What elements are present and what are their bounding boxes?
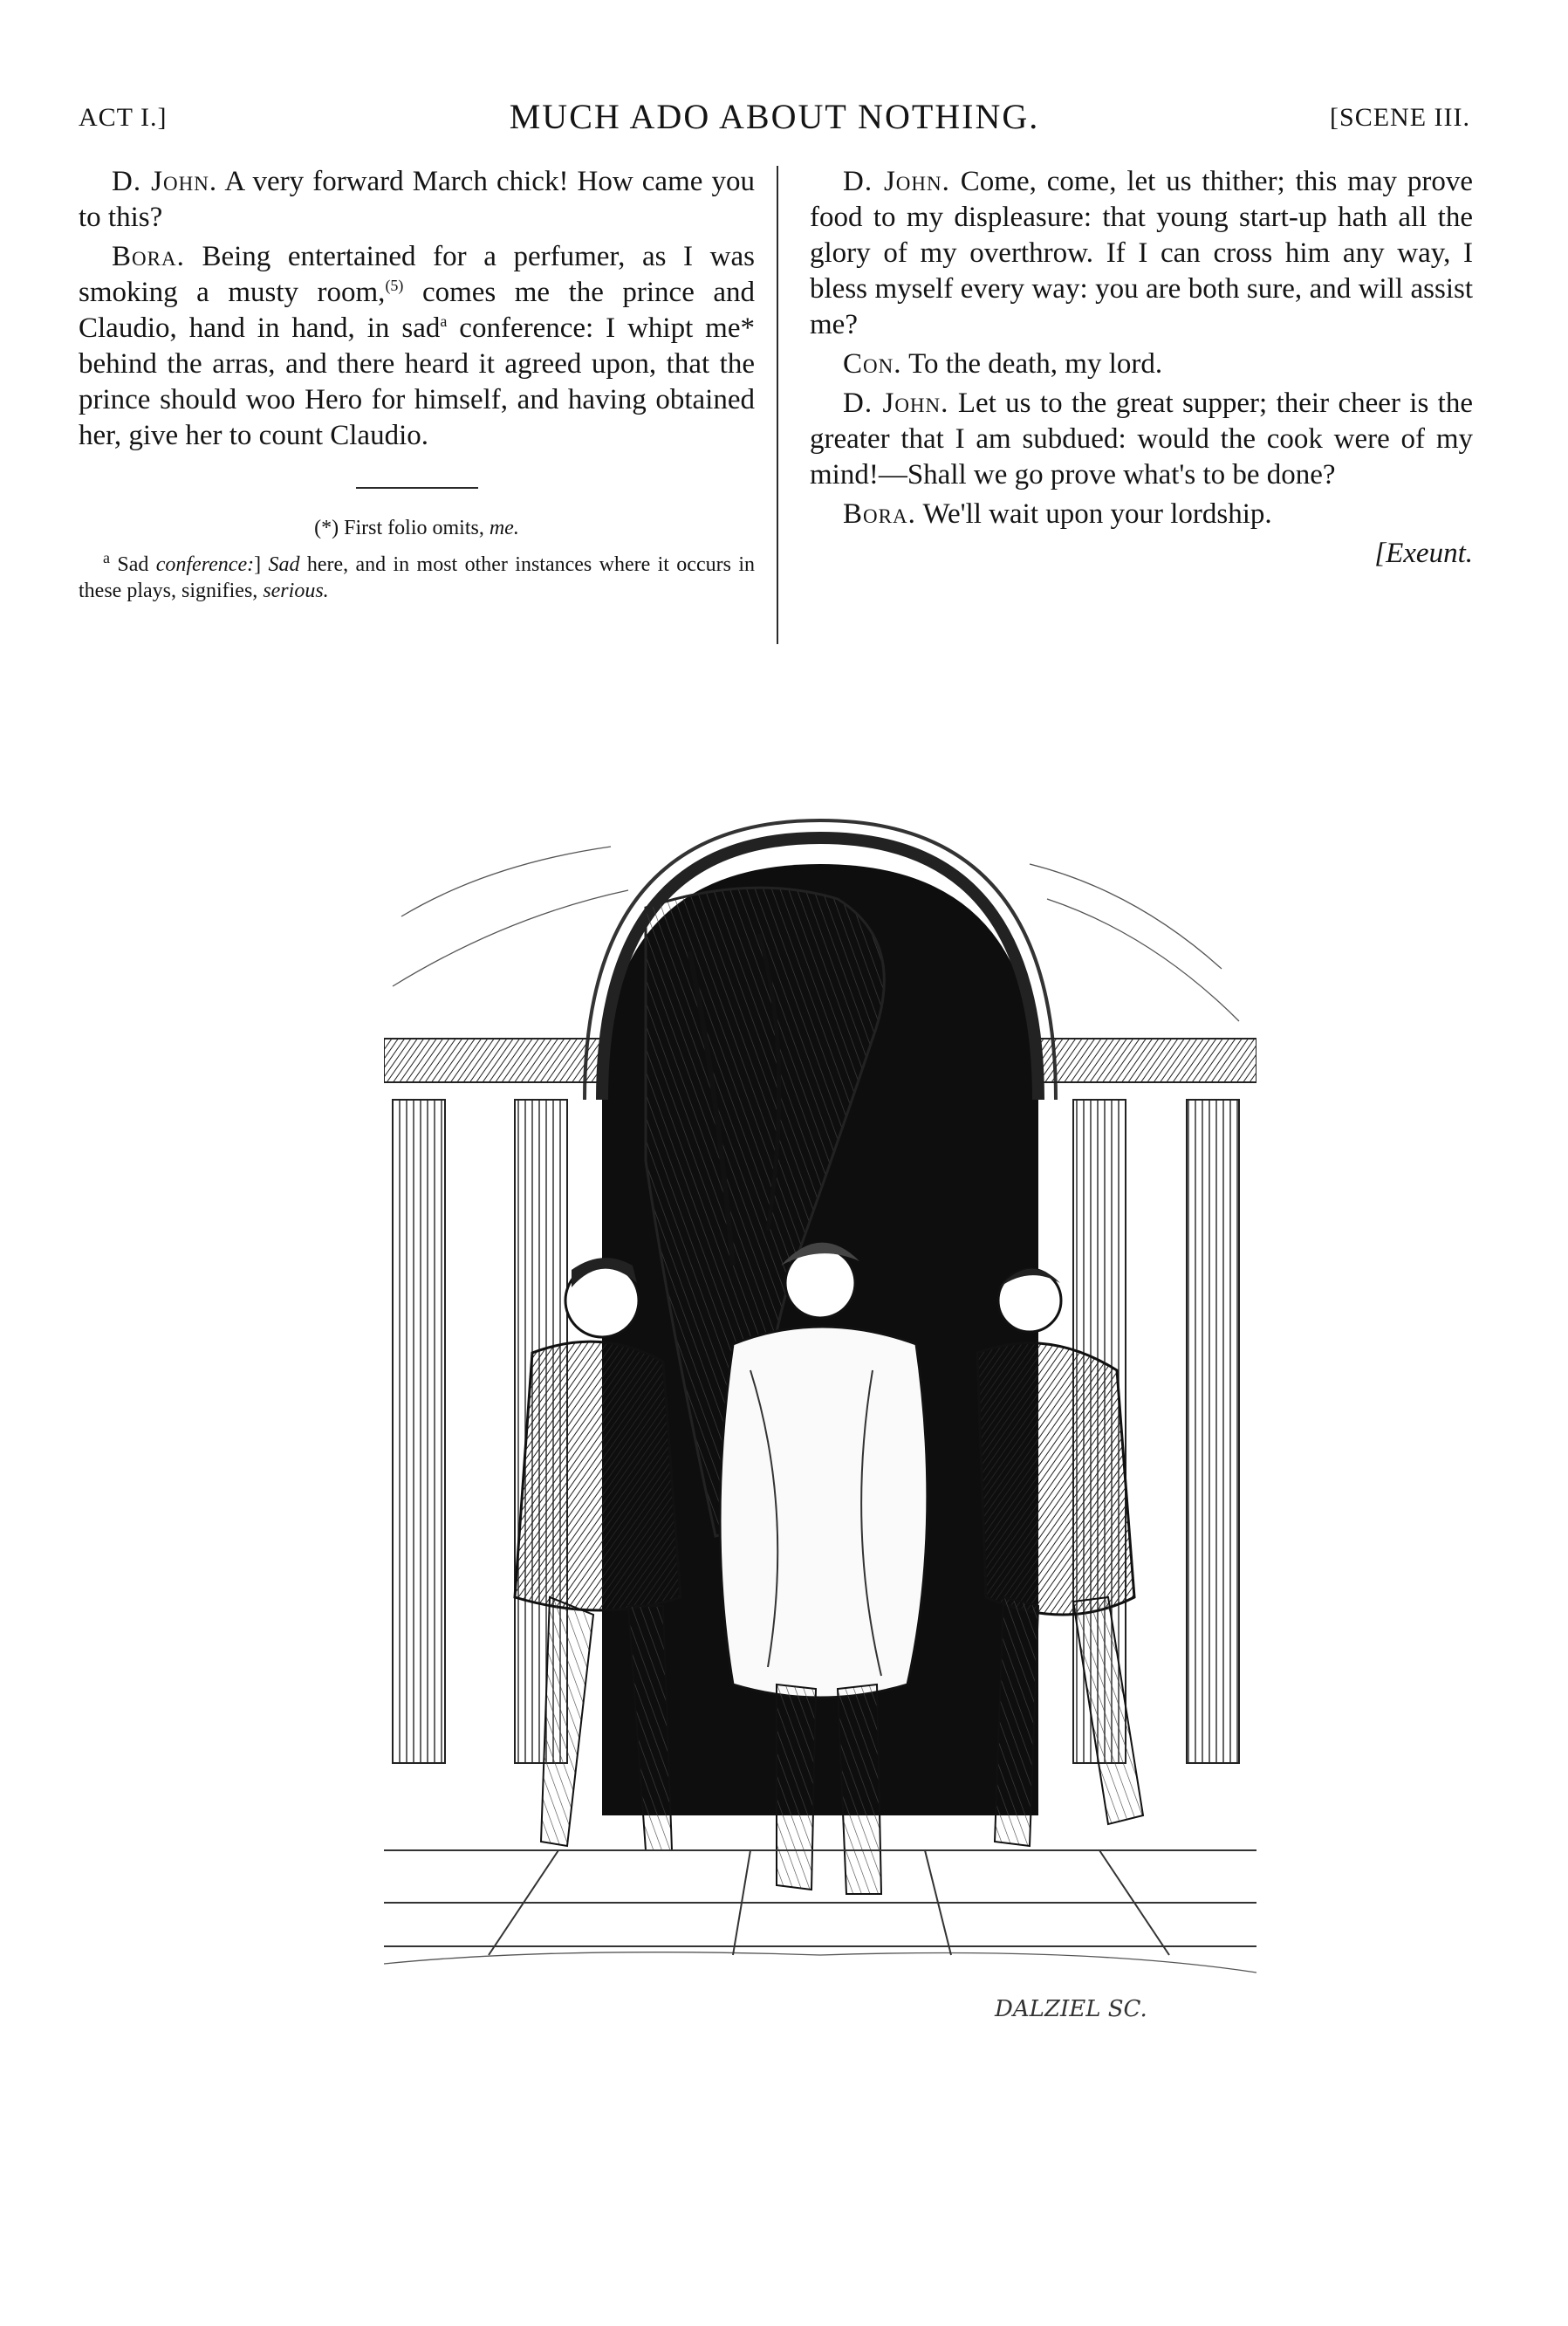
stage-direction: [Exeunt. — [1374, 538, 1473, 569]
column-divider — [777, 166, 778, 644]
speech — [810, 164, 1473, 343]
scene-marker: [SCENE III. — [1330, 103, 1470, 132]
speech-text: To the death, my lord. — [908, 348, 1163, 380]
footnote-divider — [356, 487, 478, 489]
engraving-illustration — [384, 812, 1256, 2103]
left-column — [79, 164, 755, 614]
speech — [79, 164, 755, 236]
footnote-variant: (*) First folio omits, me. — [314, 517, 519, 539]
speaker-name: Bora. — [843, 498, 916, 530]
speech — [810, 386, 1473, 493]
footnote-gloss: $^a$ Sad conference:] Sad here, and in most other instances where it occurs in these plays, signifies, serious. — [79, 549, 755, 602]
note-reference: (5) — [385, 277, 404, 294]
speech — [810, 346, 1473, 382]
right-column — [810, 164, 1473, 572]
speech-text: Come, come, let us thither; this may prove food to my displeasure: that young start-up hath all the glory of my overthrow. If I can cross him any way, I bless myself every way: you are both sure, and will assist me? — [810, 166, 1473, 340]
speaker-name: D. John. — [843, 166, 950, 197]
speaker-name: D. John. — [843, 388, 949, 419]
speech-text: We'll wait upon your lordship. — [922, 498, 1272, 530]
speech-text: Let us to the great supper; their cheer is the greater that I am subdued: would the cook were of my mind!—Shall we go prove what's to be done? — [810, 388, 1473, 491]
running-header — [79, 97, 1470, 147]
note-letter: a — [440, 312, 448, 330]
speaker-name: Bora. — [112, 241, 185, 272]
floor-tiles — [384, 1850, 1256, 1955]
speech — [810, 497, 1473, 532]
engraver-signature: DALZIEL SC. — [995, 1996, 1147, 2022]
speech-text: comes me the prince and Claudio, hand in hand, in sad — [79, 277, 755, 344]
speech-text: conference: I whipt me* behind the arras, and there heard it agreed upon, that the prince should woo Hero for himself, and having obtained her, give her to count Claudio. — [79, 312, 755, 451]
speech-text: Being entertained for a perfumer, as I was smoking a musty room, — [79, 241, 755, 308]
act-marker: ACT I.] — [79, 103, 168, 132]
speaker-name: D. John. — [112, 166, 218, 197]
speech — [79, 239, 755, 454]
page-title: MUCH ADO ABOUT NOTHING. — [509, 97, 1040, 136]
speaker-name: Con. — [843, 348, 902, 380]
speech-text: A very forward March chick! How came you to this? — [79, 166, 755, 233]
